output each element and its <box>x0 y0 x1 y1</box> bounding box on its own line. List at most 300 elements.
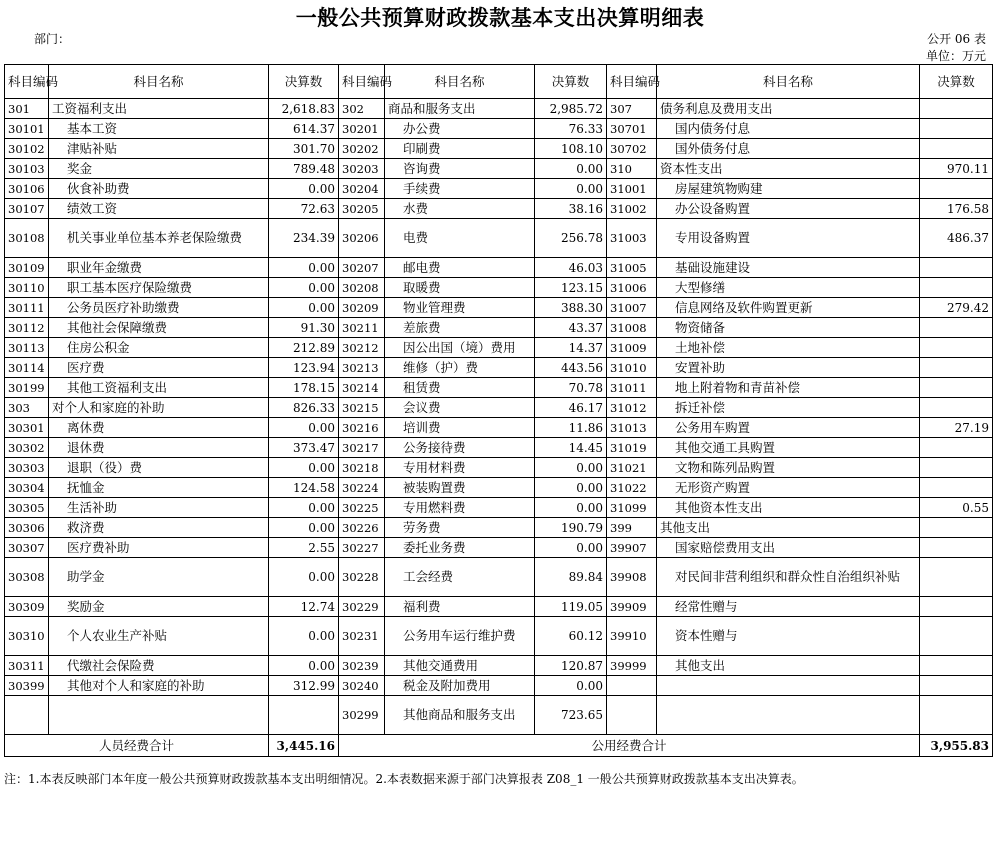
subject-name-cell: 工会经费 <box>385 558 535 597</box>
subject-name-cell: 会议费 <box>385 398 535 418</box>
subject-code-cell: 30299 <box>339 696 385 735</box>
report-title: 一般公共预算财政拨款基本支出决算明细表 <box>295 5 705 30</box>
amount-cell: 124.58 <box>269 478 339 498</box>
subject-code-cell: 31022 <box>607 478 657 498</box>
subject-code-cell: 30107 <box>5 199 49 219</box>
unit-label: 单位：万元 <box>925 49 986 63</box>
expenditure-table <box>4 64 993 757</box>
subject-code-cell: 30304 <box>5 478 49 498</box>
header-code-3: 科目编码 <box>607 65 657 99</box>
subject-code-cell: 30103 <box>5 159 49 179</box>
subject-code-cell: 31007 <box>607 298 657 318</box>
subject-code-cell <box>5 696 49 735</box>
subject-code-cell: 30701 <box>607 119 657 139</box>
header-code-2: 科目编码 <box>339 65 385 99</box>
subject-name-cell: 奖金 <box>49 159 269 179</box>
subject-name-cell: 工资福利支出 <box>49 99 269 119</box>
subject-code-cell: 30102 <box>5 139 49 159</box>
amount-cell: 0.00 <box>269 298 339 318</box>
table-row <box>5 179 993 199</box>
subject-code-cell: 30225 <box>339 498 385 518</box>
amount-cell <box>920 278 993 298</box>
amount-cell: 38.16 <box>535 199 607 219</box>
subject-code-cell: 303 <box>5 398 49 418</box>
amount-cell: 0.00 <box>535 538 607 558</box>
subject-code-cell: 39999 <box>607 656 657 676</box>
amount-cell <box>920 179 993 199</box>
subject-name-cell: 劳务费 <box>385 518 535 538</box>
amount-cell: 60.12 <box>535 617 607 656</box>
subject-code-cell: 39909 <box>607 597 657 617</box>
header-name-1: 科目名称 <box>49 65 269 99</box>
amount-cell: 212.89 <box>269 338 339 358</box>
table-row <box>5 338 993 358</box>
amount-cell <box>920 617 993 656</box>
amount-cell: 970.11 <box>920 159 993 179</box>
subject-name-cell: 生活补助 <box>49 498 269 518</box>
amount-cell: 0.00 <box>269 656 339 676</box>
table-row <box>5 558 993 597</box>
amount-cell <box>920 478 993 498</box>
footnote: 注：1.本表反映部门本年度一般公共预算财政拨款基本支出明细情况。2.本表数据来源于部门决算报表 Z08_1 一般公共预算财政拨款基本支出决算表。 <box>4 772 804 786</box>
subject-name-cell <box>49 696 269 735</box>
table-row <box>5 656 993 676</box>
subject-code-cell: 30240 <box>339 676 385 696</box>
subject-name-cell: 安置补助 <box>657 358 920 378</box>
amount-cell: 12.74 <box>269 597 339 617</box>
subject-code-cell: 30217 <box>339 438 385 458</box>
amount-cell: 373.47 <box>269 438 339 458</box>
subject-code-cell: 30205 <box>339 199 385 219</box>
subject-code-cell: 31008 <box>607 318 657 338</box>
subject-code-cell: 31002 <box>607 199 657 219</box>
header-amount-3: 决算数 <box>920 65 993 99</box>
subject-code-cell: 30702 <box>607 139 657 159</box>
subject-code-cell: 30112 <box>5 318 49 338</box>
amount-cell: 256.78 <box>535 219 607 258</box>
amount-cell: 14.45 <box>535 438 607 458</box>
amount-cell: 91.30 <box>269 318 339 338</box>
subject-name-cell: 医疗费 <box>49 358 269 378</box>
amount-cell: 0.00 <box>535 179 607 199</box>
subject-code-cell: 30101 <box>5 119 49 139</box>
header-amount-2: 决算数 <box>535 65 607 99</box>
subject-code-cell: 30199 <box>5 378 49 398</box>
subject-name-cell: 绩效工资 <box>49 199 269 219</box>
public-total-label: 公用经费合计 <box>339 735 920 757</box>
subject-code-cell: 30108 <box>5 219 49 258</box>
subject-code-cell: 30305 <box>5 498 49 518</box>
subject-name-cell: 公务员医疗补助缴费 <box>49 298 269 318</box>
subject-code-cell: 31019 <box>607 438 657 458</box>
subject-code-cell <box>607 676 657 696</box>
amount-cell: 0.00 <box>269 278 339 298</box>
amount-cell <box>920 438 993 458</box>
subject-name-cell: 债务利息及费用支出 <box>657 99 920 119</box>
amount-cell: 72.63 <box>269 199 339 219</box>
subject-code-cell: 301 <box>5 99 49 119</box>
table-row <box>5 159 993 179</box>
form-code: 公开 06 表 <box>927 32 986 46</box>
subject-name-cell: 无形资产购置 <box>657 478 920 498</box>
subject-name-cell <box>657 696 920 735</box>
subject-code-cell: 30212 <box>339 338 385 358</box>
table-row <box>5 458 993 478</box>
subject-code-cell: 30239 <box>339 656 385 676</box>
subject-name-cell: 税金及附加费用 <box>385 676 535 696</box>
subject-name-cell: 信息网络及软件购置更新 <box>657 298 920 318</box>
subject-code-cell: 30208 <box>339 278 385 298</box>
subject-code-cell: 39910 <box>607 617 657 656</box>
amount-cell <box>920 676 993 696</box>
amount-cell <box>920 458 993 478</box>
table-header-row <box>5 65 993 99</box>
amount-cell <box>920 358 993 378</box>
amount-cell: 190.79 <box>535 518 607 538</box>
amount-cell: 76.33 <box>535 119 607 139</box>
amount-cell: 119.05 <box>535 597 607 617</box>
subject-code-cell: 30213 <box>339 358 385 378</box>
subject-name-cell: 助学金 <box>49 558 269 597</box>
subject-name-cell: 专用材料费 <box>385 458 535 478</box>
subject-name-cell: 离休费 <box>49 418 269 438</box>
subject-code-cell: 30110 <box>5 278 49 298</box>
subject-name-cell: 文物和陈列品购置 <box>657 458 920 478</box>
subject-name-cell: 抚恤金 <box>49 478 269 498</box>
amount-cell: 89.84 <box>535 558 607 597</box>
table-row <box>5 538 993 558</box>
subject-code-cell: 30307 <box>5 538 49 558</box>
amount-cell <box>920 258 993 278</box>
table-row <box>5 278 993 298</box>
amount-cell <box>920 656 993 676</box>
department-label: 部门： <box>34 32 71 46</box>
table-row <box>5 696 993 735</box>
subject-name-cell: 取暖费 <box>385 278 535 298</box>
subject-name-cell: 对民间非营利组织和群众性自治组织补贴 <box>657 558 920 597</box>
subject-name-cell: 资本性赠与 <box>657 617 920 656</box>
amount-cell: 0.00 <box>269 179 339 199</box>
subject-code-cell: 30106 <box>5 179 49 199</box>
amount-cell: 0.00 <box>535 159 607 179</box>
table-row <box>5 518 993 538</box>
subject-name-cell: 住房公积金 <box>49 338 269 358</box>
header-amount-1: 决算数 <box>269 65 339 99</box>
amount-cell: 0.00 <box>535 498 607 518</box>
amount-cell: 120.87 <box>535 656 607 676</box>
subject-name-cell: 房屋建筑物购建 <box>657 179 920 199</box>
subject-name-cell: 奖励金 <box>49 597 269 617</box>
subject-code-cell: 30201 <box>339 119 385 139</box>
amount-cell: 388.30 <box>535 298 607 318</box>
subject-name-cell: 职工基本医疗保险缴费 <box>49 278 269 298</box>
table-row <box>5 99 993 119</box>
subject-name-cell: 电费 <box>385 219 535 258</box>
subject-name-cell: 医疗费补助 <box>49 538 269 558</box>
table-row <box>5 378 993 398</box>
subject-name-cell: 其他社会保障缴费 <box>49 318 269 338</box>
amount-cell <box>920 119 993 139</box>
subject-code-cell: 30306 <box>5 518 49 538</box>
subject-code-cell: 307 <box>607 99 657 119</box>
amount-cell: 0.00 <box>269 558 339 597</box>
subject-code-cell: 31013 <box>607 418 657 438</box>
subject-name-cell: 培训费 <box>385 418 535 438</box>
subject-name-cell: 其他商品和服务支出 <box>385 696 535 735</box>
amount-cell: 123.94 <box>269 358 339 378</box>
amount-cell: 2.55 <box>269 538 339 558</box>
subject-name-cell: 公务用车运行维护费 <box>385 617 535 656</box>
amount-cell: 614.37 <box>269 119 339 139</box>
amount-cell: 486.37 <box>920 219 993 258</box>
subject-name-cell: 物业管理费 <box>385 298 535 318</box>
amount-cell <box>920 99 993 119</box>
amount-cell: 301.70 <box>269 139 339 159</box>
subject-code-cell: 39907 <box>607 538 657 558</box>
amount-cell: 0.00 <box>535 676 607 696</box>
subject-code-cell: 30229 <box>339 597 385 617</box>
subject-code-cell: 310 <box>607 159 657 179</box>
table-row <box>5 617 993 656</box>
amount-cell: 70.78 <box>535 378 607 398</box>
subject-code-cell: 30109 <box>5 258 49 278</box>
subject-code-cell: 30231 <box>339 617 385 656</box>
subject-code-cell: 30209 <box>339 298 385 318</box>
subject-name-cell: 伙食补助费 <box>49 179 269 199</box>
amount-cell <box>269 696 339 735</box>
table-row <box>5 119 993 139</box>
subject-name-cell: 印刷费 <box>385 139 535 159</box>
personnel-total-value: 3,445.16 <box>269 735 339 757</box>
amount-cell: 176.58 <box>920 199 993 219</box>
subject-code-cell: 30303 <box>5 458 49 478</box>
amount-cell: 789.48 <box>269 159 339 179</box>
header-code-1: 科目编码 <box>5 65 49 99</box>
amount-cell: 0.00 <box>535 478 607 498</box>
amount-cell: 0.00 <box>269 617 339 656</box>
subject-name-cell: 其他交通费用 <box>385 656 535 676</box>
table-row <box>5 398 993 418</box>
amount-cell: 2,985.72 <box>535 99 607 119</box>
amount-cell: 11.86 <box>535 418 607 438</box>
subject-name-cell: 经常性赠与 <box>657 597 920 617</box>
amount-cell <box>920 139 993 159</box>
amount-cell: 46.03 <box>535 258 607 278</box>
subject-name-cell: 大型修缮 <box>657 278 920 298</box>
subject-name-cell: 其他支出 <box>657 656 920 676</box>
subject-name-cell: 机关事业单位基本养老保险缴费 <box>49 219 269 258</box>
subject-name-cell: 退职（役）费 <box>49 458 269 478</box>
table-row <box>5 298 993 318</box>
amount-cell: 234.39 <box>269 219 339 258</box>
subject-name-cell: 资本性支出 <box>657 159 920 179</box>
table-row <box>5 418 993 438</box>
subject-name-cell: 邮电费 <box>385 258 535 278</box>
subject-code-cell: 31099 <box>607 498 657 518</box>
subject-code-cell: 30311 <box>5 656 49 676</box>
subject-code-cell: 30302 <box>5 438 49 458</box>
subject-code-cell: 30215 <box>339 398 385 418</box>
subject-name-cell: 国外债务付息 <box>657 139 920 159</box>
subject-code-cell: 30226 <box>339 518 385 538</box>
subject-name-cell: 拆迁补偿 <box>657 398 920 418</box>
subject-code-cell: 31001 <box>607 179 657 199</box>
subject-name-cell: 土地补偿 <box>657 338 920 358</box>
subject-name-cell: 基础设施建设 <box>657 258 920 278</box>
subject-code-cell: 30203 <box>339 159 385 179</box>
amount-cell <box>920 378 993 398</box>
amount-cell: 46.17 <box>535 398 607 418</box>
amount-cell: 27.19 <box>920 418 993 438</box>
table-body <box>5 99 993 735</box>
totals-row <box>5 735 993 757</box>
subject-code-cell: 30114 <box>5 358 49 378</box>
amount-cell: 0.00 <box>269 458 339 478</box>
amount-cell <box>920 518 993 538</box>
subject-code-cell: 31003 <box>607 219 657 258</box>
amount-cell <box>920 696 993 735</box>
amount-cell: 0.55 <box>920 498 993 518</box>
subject-code-cell: 30399 <box>5 676 49 696</box>
subject-code-cell: 31010 <box>607 358 657 378</box>
subject-code-cell: 30202 <box>339 139 385 159</box>
subject-name-cell: 其他工资福利支出 <box>49 378 269 398</box>
amount-cell: 312.99 <box>269 676 339 696</box>
subject-name-cell: 其他交通工具购置 <box>657 438 920 458</box>
amount-cell: 178.15 <box>269 378 339 398</box>
subject-name-cell: 其他资本性支出 <box>657 498 920 518</box>
table-row <box>5 498 993 518</box>
subject-name-cell: 租赁费 <box>385 378 535 398</box>
header-name-2: 科目名称 <box>385 65 535 99</box>
subject-name-cell: 商品和服务支出 <box>385 99 535 119</box>
amount-cell <box>920 398 993 418</box>
subject-code-cell: 30111 <box>5 298 49 318</box>
table-row <box>5 478 993 498</box>
subject-name-cell: 水费 <box>385 199 535 219</box>
table-row <box>5 676 993 696</box>
table-row <box>5 438 993 458</box>
amount-cell: 0.00 <box>269 498 339 518</box>
subject-name-cell: 公务用车购置 <box>657 418 920 438</box>
subject-name-cell: 国内债务付息 <box>657 119 920 139</box>
subject-code-cell: 31006 <box>607 278 657 298</box>
amount-cell: 723.65 <box>535 696 607 735</box>
amount-cell: 0.00 <box>269 518 339 538</box>
table-row <box>5 139 993 159</box>
table-row <box>5 199 993 219</box>
subject-name-cell: 公务接待费 <box>385 438 535 458</box>
subject-name-cell: 地上附着物和青苗补偿 <box>657 378 920 398</box>
amount-cell <box>920 318 993 338</box>
subject-code-cell: 30228 <box>339 558 385 597</box>
public-total-value: 3,955.83 <box>920 735 993 757</box>
subject-name-cell: 因公出国（境）费用 <box>385 338 535 358</box>
amount-cell: 826.33 <box>269 398 339 418</box>
table-row <box>5 318 993 338</box>
subject-code-cell: 30309 <box>5 597 49 617</box>
amount-cell: 2,618.83 <box>269 99 339 119</box>
subject-code-cell: 30113 <box>5 338 49 358</box>
subject-name-cell: 救济费 <box>49 518 269 538</box>
subject-code-cell: 31005 <box>607 258 657 278</box>
amount-cell <box>920 558 993 597</box>
subject-code-cell: 30227 <box>339 538 385 558</box>
amount-cell: 0.00 <box>269 418 339 438</box>
subject-name-cell: 其他对个人和家庭的补助 <box>49 676 269 696</box>
subject-name-cell: 代缴社会保险费 <box>49 656 269 676</box>
subject-name-cell: 福利费 <box>385 597 535 617</box>
amount-cell <box>920 538 993 558</box>
header-name-3: 科目名称 <box>657 65 920 99</box>
amount-cell: 443.56 <box>535 358 607 378</box>
subject-code-cell: 31021 <box>607 458 657 478</box>
subject-name-cell: 退休费 <box>49 438 269 458</box>
subject-code-cell: 31012 <box>607 398 657 418</box>
amount-cell <box>920 338 993 358</box>
amount-cell: 43.37 <box>535 318 607 338</box>
amount-cell: 108.10 <box>535 139 607 159</box>
subject-code-cell: 30308 <box>5 558 49 597</box>
subject-code-cell: 30204 <box>339 179 385 199</box>
subject-code-cell: 30211 <box>339 318 385 338</box>
subject-name-cell: 维修（护）费 <box>385 358 535 378</box>
subject-name-cell: 基本工资 <box>49 119 269 139</box>
subject-name-cell: 专用设备购置 <box>657 219 920 258</box>
subject-name-cell: 国家赔偿费用支出 <box>657 538 920 558</box>
subject-name-cell: 物资储备 <box>657 318 920 338</box>
subject-code-cell: 31009 <box>607 338 657 358</box>
table-row <box>5 219 993 258</box>
subject-name-cell: 手续费 <box>385 179 535 199</box>
subject-code-cell: 302 <box>339 99 385 119</box>
table-row <box>5 258 993 278</box>
subject-name-cell: 其他支出 <box>657 518 920 538</box>
subject-code-cell: 31011 <box>607 378 657 398</box>
amount-cell: 0.00 <box>535 458 607 478</box>
subject-name-cell: 对个人和家庭的补助 <box>49 398 269 418</box>
personnel-total-label: 人员经费合计 <box>5 735 269 757</box>
subject-code-cell <box>607 696 657 735</box>
subject-name-cell <box>657 676 920 696</box>
subject-code-cell: 30301 <box>5 418 49 438</box>
subject-name-cell: 办公设备购置 <box>657 199 920 219</box>
subject-code-cell: 30214 <box>339 378 385 398</box>
amount-cell: 279.42 <box>920 298 993 318</box>
amount-cell: 14.37 <box>535 338 607 358</box>
subject-code-cell: 39908 <box>607 558 657 597</box>
subject-code-cell: 30218 <box>339 458 385 478</box>
amount-cell: 123.15 <box>535 278 607 298</box>
subject-code-cell: 30206 <box>339 219 385 258</box>
table-row <box>5 597 993 617</box>
subject-code-cell: 30224 <box>339 478 385 498</box>
subject-code-cell: 30216 <box>339 418 385 438</box>
amount-cell <box>920 597 993 617</box>
subject-code-cell: 30310 <box>5 617 49 656</box>
subject-code-cell: 30207 <box>339 258 385 278</box>
subject-name-cell: 专用燃料费 <box>385 498 535 518</box>
table-row <box>5 358 993 378</box>
subject-name-cell: 个人农业生产补贴 <box>49 617 269 656</box>
subject-name-cell: 办公费 <box>385 119 535 139</box>
subject-name-cell: 差旅费 <box>385 318 535 338</box>
subject-name-cell: 咨询费 <box>385 159 535 179</box>
subject-code-cell: 399 <box>607 518 657 538</box>
subject-name-cell: 被装购置费 <box>385 478 535 498</box>
subject-name-cell: 委托业务费 <box>385 538 535 558</box>
subject-name-cell: 职业年金缴费 <box>49 258 269 278</box>
